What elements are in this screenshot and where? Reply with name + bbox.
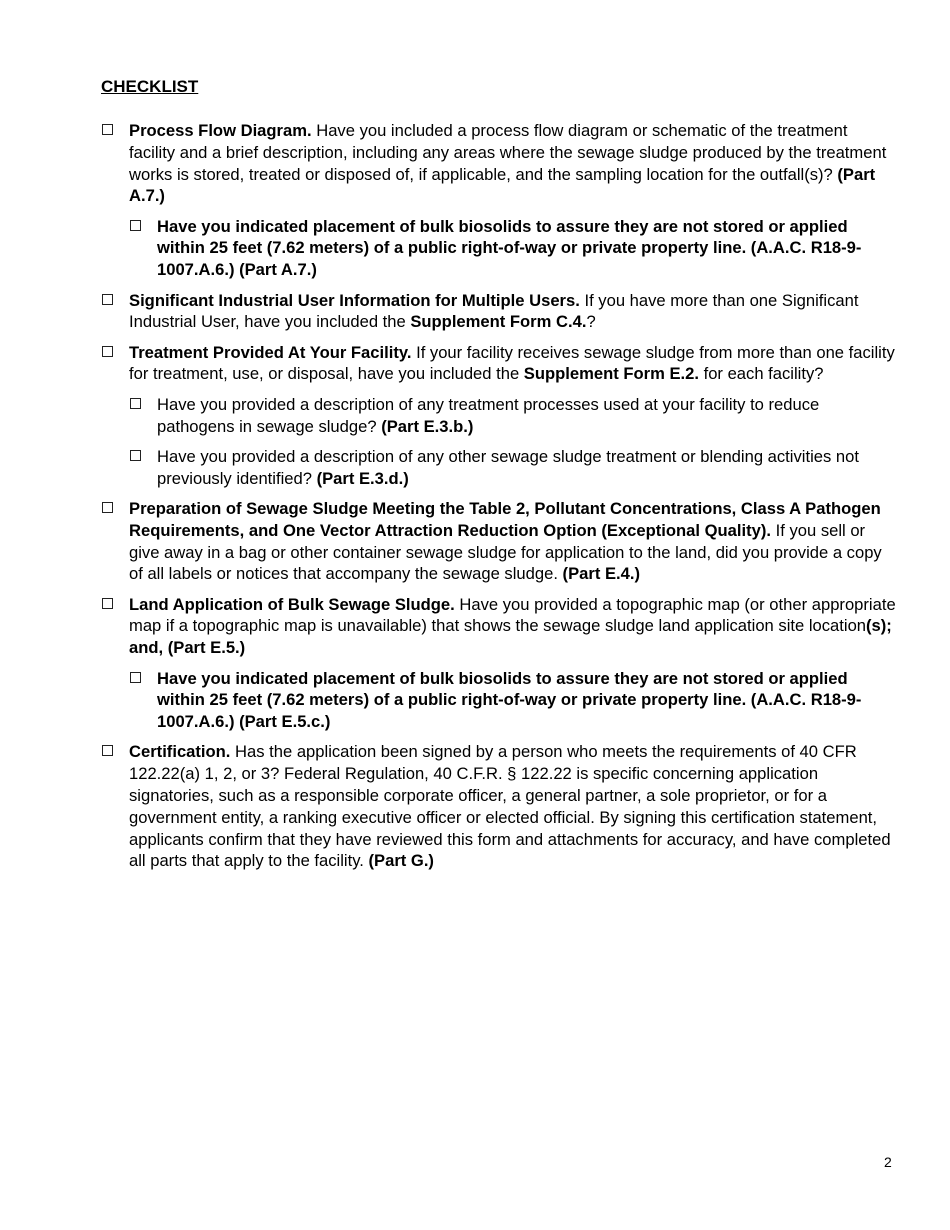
checklist-item-significant-industrial-user: Significant Industrial User Information for Multiple Users. If you have more than one Significant Industrial User, have you included the Supplement Form C.4.? <box>101 290 896 334</box>
checklist-subitem-other-treatment: Have you provided a description of any other sewage sludge treatment or blending activities not previously identified? (Part E.3.d.) <box>129 446 896 490</box>
checkbox[interactable] <box>130 450 141 461</box>
checklist-heading: CHECKLIST <box>101 77 199 96</box>
checklist-subitem-placement-e5c: Have you indicated placement of bulk biosolids to assure they are not stored or applied within 25 feet (7.62 meters) of a public right-of-way or private property line. (A.A.C. R18-9-1007.A.6.) (Part E.5.c.) <box>129 668 896 733</box>
checklist <box>101 120 896 881</box>
checkbox[interactable] <box>102 294 113 305</box>
checklist-subitem-pathogen-reduction: Have you provided a description of any treatment processes used at your facility to reduce pathogens in sewage sludge? (Part E.3.b.) <box>129 394 896 438</box>
checkbox[interactable] <box>102 598 113 609</box>
checklist-item-land-application: Land Application of Bulk Sewage Sludge. Have you provided a topographic map (or other appropriate map if a topographic map is unavailable) that shows the sewage sludge land application site location(s); and, (Part E.5.) <box>101 594 896 659</box>
checkbox[interactable] <box>130 398 141 409</box>
checklist-item-process-flow: Process Flow Diagram. Have you included a process flow diagram or schematic of the treatment facility and a brief description, including any areas where the sewage sludge produced by the treatment works is stored, treated or disposed of, if applicable, and the sampling location for the outfall(s)? (Part A.7.) <box>101 120 896 207</box>
checklist-item-treatment-provided: Treatment Provided At Your Facility. If your facility receives sewage sludge from more than one facility for treatment, use, or disposal, have you included the Supplement Form E.2. for each facility? <box>101 342 896 386</box>
checkbox[interactable] <box>102 346 113 357</box>
checkbox[interactable] <box>102 502 113 513</box>
checklist-item-certification: Certification. Has the application been signed by a person who meets the requirements of 40 CFR 122.22(a) 1, 2, or 3? Federal Regulation, 40 C.F.R. § 122.22 is specific concerning application signatories, such as a responsible corporate officer, a general partner, a sole proprietor, or for a government entity, a ranking executive officer or elected official. By signing this certification statement, applicants confirm that they have reviewed this form and attachments for accuracy, and have completed all parts that apply to the facility. (Part G.) <box>101 741 896 872</box>
checklist-subitem-placement-a7: Have you indicated placement of bulk biosolids to assure they are not stored or applied within 25 feet (7.62 meters) of a public right-of-way or private property line. (A.A.C. R18-9-1007.A.6.) (Part A.7.) <box>129 216 896 281</box>
checklist-item-exceptional-quality: Preparation of Sewage Sludge Meeting the Table 2, Pollutant Concentrations, Class A Pathogen Requirements, and One Vector Attraction Reduction Option (Exceptional Quality). If you sell or give away in a bag or other container sewage sludge for application to the land, did you provide a copy of all labels or notices that accompany the sewage sludge. (Part E.4.) <box>101 498 896 585</box>
checkbox[interactable] <box>102 124 113 135</box>
checkbox[interactable] <box>130 672 141 683</box>
checkbox[interactable] <box>130 220 141 231</box>
page-number: 2 <box>884 1154 892 1170</box>
checkbox[interactable] <box>102 745 113 756</box>
